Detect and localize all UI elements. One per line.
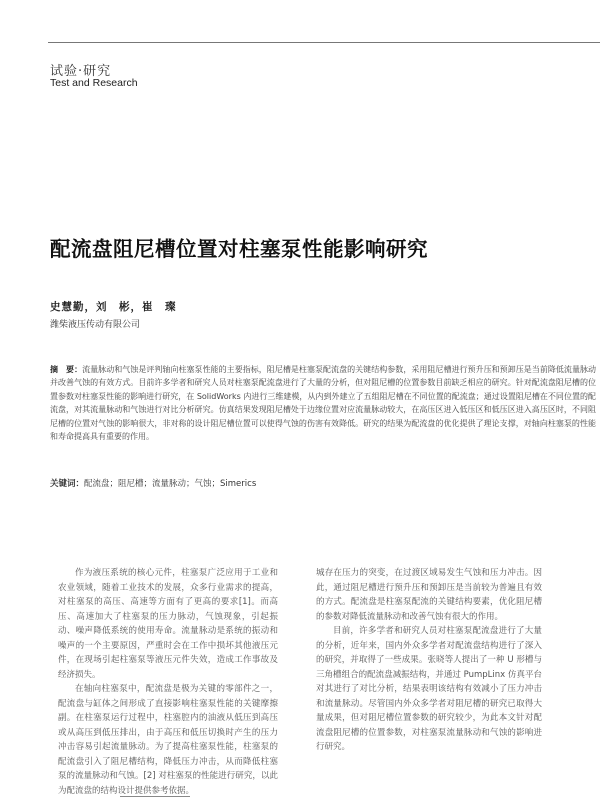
abstract-text: 流量脉动和气蚀是评判轴向柱塞泵性能的主要指标，阻尼槽是柱塞泵配流盘的关键结构参数，采用阻尼槽进行预升压和预卸压是当前降低流量脉动并改善气蚀的有效方式。目前许多学者和研究人员对柱塞泵配流盘进行了大量的分析，但对阻尼槽的位置参数目前缺乏相应的研究。针对配流盘阻尼槽的位置参数对柱塞泵性能的影响进行研究，在 SolidWorks 内进行三维建模，从内到外建立了五组阻尼槽在不同位置的配流盘；通过设置阻尼槽在不同位置的配流盘，对其流量脉动和气蚀进行对比分析研究。仿真结果发现阻尼槽处于边缘位置对应流量脉动较大，在高压区进入低压区和低压区进入高压区时，不同阻尼槽的位置对气蚀的影响很大，非对称的设计阻尼槽位置可以使得气蚀的伤害有效降低。研究的结果为配流盘的优化提供了理论支撑，对轴向柱塞泵的性能和寿命提高具有重要的作用。 [50, 365, 596, 442]
keywords-label: 关键词： [50, 479, 85, 489]
footer-rule [120, 796, 190, 797]
article-authors: 史慧勤，刘 彬，崔 璨 [50, 301, 177, 313]
abstract-label: 摘 要： [50, 365, 83, 374]
header-rule [48, 42, 600, 43]
section-label-en: Test and Research [50, 77, 138, 89]
article-title: 配流盘阻尼槽位置对柱塞泵性能影响研究 [50, 237, 428, 261]
abstract-block [50, 363, 596, 443]
article-affiliation: 潍柴液压传动有限公司 [50, 320, 141, 330]
body-column-left [58, 566, 278, 798]
keywords-line [50, 477, 256, 489]
body-column-right [316, 566, 542, 755]
section-label-cn: 试验·研究 [50, 64, 112, 79]
body-paragraph: 目前，许多学者和研究人员对柱塞泵配流盘进行了大量的分析，近年来，国内外众多学者对配流盘结构进行了深入的研究，并取得了一些成果。张晓等人提出了一种 U 形槽与三角槽组合的配流盘减振结构，并通过 PumpLinx 仿真平台对其进行了对比分析，结果表明该结构有效减小了压力冲击和流量脉动。尽管国内外众多学者对阻尼槽的研究已取得大量成果，但对阻尼槽位置参数的研究较少，为此本文针对配流盘阻尼槽的位置参数，对柱塞泵流量脉动和气蚀的影响进行研究。 [316, 626, 542, 752]
body-paragraph: 在轴向柱塞泵中，配流盘是极为关键的零部件之一，配流盘与缸体之间形成了直接影响柱塞泵性能的关键摩擦副。在柱塞泵运行过程中，柱塞腔内的油液从低压到高压或从高压到低压排出，由于高压和低压切换时产生的压力冲击容易引起流量脉动。为了提高柱塞泵性能，柱塞泵的配流盘引入了阻尼槽结构，降低压力冲击，从而降低柱塞泵的流量脉动和气蚀。[2] 对柱塞泵的性能进行研究，以此为配流盘的结构设计提供参考依据。 [58, 684, 278, 796]
keywords-text: 配流盘；阻尼槽；流量脉动；气蚀；Simerics [84, 479, 257, 489]
body-paragraph: 作为液压系统的核心元件，柱塞泵广泛应用于工业和农业领域，随着工业技术的发展，众多行业需求的提高，对柱塞泵的高压、高速等方面有了更高的要求[1]。而高压、高速加大了柱塞泵的压力脉动，气蚀现象，引起振动、噪声降低系统的使用寿命。流量脉动是系统的振动和噪声的一个主要原因，严重时会在工作中损坏其他液压元件，在现场引起柱塞泵等液压元件失效，造成工作事故及经济损失。 [58, 568, 278, 680]
body-paragraph: 城存在压力的突变，在过渡区域易发生气蚀和压力冲击。因此，通过阻尼槽进行预升压和预卸压是当前较为普遍且有效的方式。配流盘是柱塞泵配流的关键结构要素，优化阻尼槽的参数对降低流量脉动和改善气蚀有很大的作用。 [316, 568, 542, 622]
